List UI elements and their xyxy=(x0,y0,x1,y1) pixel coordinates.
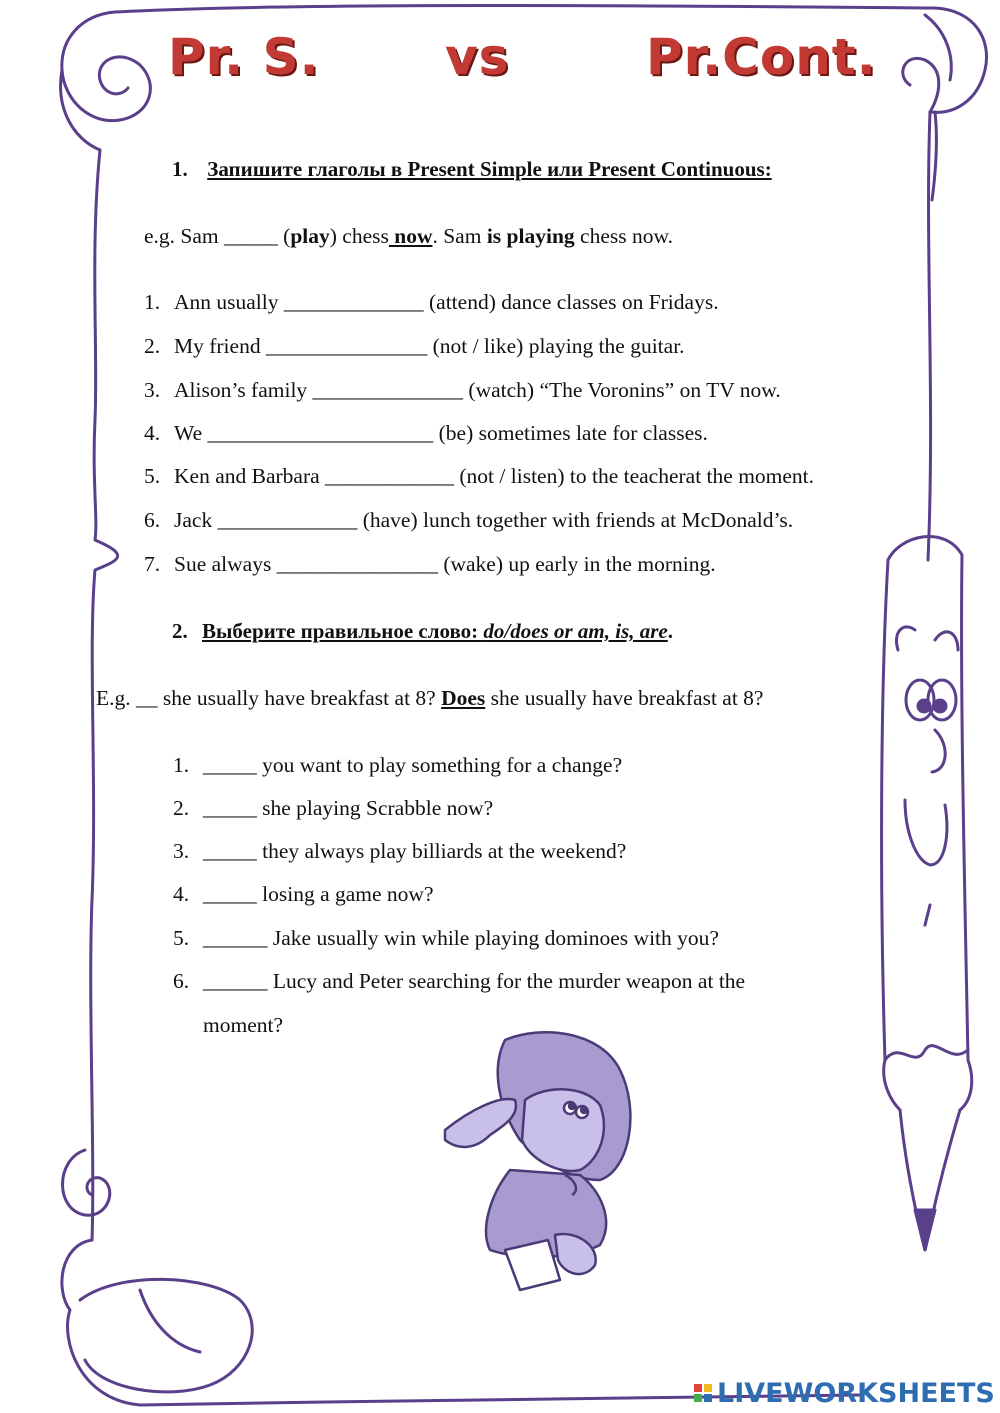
section1-number: 1. xyxy=(172,157,188,181)
item-number: 5. xyxy=(173,926,190,950)
item-text: ______ Lucy and Peter searching for the murder weapon at the xyxy=(203,969,746,993)
exercise1-item xyxy=(144,290,719,315)
item-text: My friend _______________ (not / like) playing the guitar. xyxy=(174,334,685,358)
example-mid2: . Sam xyxy=(432,224,487,248)
section1-heading xyxy=(172,157,772,182)
item-number: 5. xyxy=(144,464,161,488)
item-text: ______ Jake usually win while playing dominoes with you? xyxy=(203,926,719,950)
example-mid: ) chess xyxy=(329,224,389,248)
section2-number: 2. xyxy=(172,619,188,643)
exercise1-item xyxy=(144,552,716,577)
section2-heading-options: do/does or am, is, are xyxy=(483,619,668,643)
logo-squares-icon xyxy=(694,1384,714,1404)
section2-heading-text: Выберите правильное слово: xyxy=(202,619,484,643)
section2-heading-end: . xyxy=(667,619,674,643)
item-number: 7. xyxy=(144,552,161,576)
item-text: _____ losing a game now? xyxy=(203,882,434,906)
example2-suffix: she usually have breakfast at 8? xyxy=(485,686,764,710)
item-text: Ann usually _____________ (attend) dance classes on Fridays. xyxy=(174,290,719,314)
item-number: 4. xyxy=(144,421,161,445)
item-number: 6. xyxy=(144,508,161,532)
example2-answer: Does xyxy=(441,686,486,710)
item-number: 1. xyxy=(144,290,161,314)
exercise2-item xyxy=(173,839,626,864)
exercise2-item xyxy=(173,926,719,951)
example-time-marker: now xyxy=(388,224,433,248)
item-number: 6. xyxy=(173,969,190,993)
item-number: 2. xyxy=(173,796,190,820)
example-verb: play xyxy=(290,224,330,248)
item-number: 3. xyxy=(144,378,161,402)
item-text: Ken and Barbara ____________ (not / listen) to the teacherat the moment. xyxy=(174,464,815,488)
exercise2-item xyxy=(173,969,745,994)
exercise2-item xyxy=(173,796,493,821)
exercise1-item xyxy=(144,334,685,359)
item-number: 2. xyxy=(144,334,161,358)
exercise1-item xyxy=(144,421,708,446)
example-suffix: chess now. xyxy=(574,224,673,248)
logo-text: LIVEWORKSHEETS xyxy=(717,1378,995,1409)
example2-prefix: E.g. __ she usually have breakfast at 8? xyxy=(96,686,442,710)
item-number: 1. xyxy=(173,753,190,777)
liveworksheets-logo xyxy=(694,1378,995,1409)
exercise2-item xyxy=(173,753,622,778)
section1-example xyxy=(144,224,673,249)
exercise1-item xyxy=(144,508,793,533)
item-text: Alison’s family ______________ (watch) “The Voronins” on TV now. xyxy=(174,378,781,402)
item-text: Jack _____________ (have) lunch together with friends at McDonald’s. xyxy=(174,508,794,532)
exercise2-item-continuation: moment? xyxy=(203,1013,284,1037)
item-text: _____ they always play billiards at the weekend? xyxy=(203,839,627,863)
item-text: Sue always _______________ (wake) up early in the morning. xyxy=(174,552,716,576)
section2-example xyxy=(96,686,763,711)
item-text: _____ you want to play something for a change? xyxy=(203,753,623,777)
example-answer: is playing xyxy=(486,224,575,248)
exercise2-item xyxy=(173,882,434,907)
section1-heading-text: Запишите глаголы в Present Simple или Present Continuous: xyxy=(207,157,772,181)
item-number: 3. xyxy=(173,839,190,863)
exercise1-item xyxy=(144,378,781,403)
item-text: We _____________________ (be) sometimes late for classes. xyxy=(174,421,708,445)
section2-heading xyxy=(172,619,673,644)
title-present-simple: Pr. S. xyxy=(168,28,320,86)
title-vs: vs xyxy=(445,28,510,86)
example-prefix: e.g. Sam _____ ( xyxy=(144,224,291,248)
item-number: 4. xyxy=(173,882,190,906)
item-text: _____ she playing Scrabble now? xyxy=(203,796,494,820)
title-present-continuous: Pr.Cont. xyxy=(646,28,877,86)
exercise1-item xyxy=(144,464,814,489)
